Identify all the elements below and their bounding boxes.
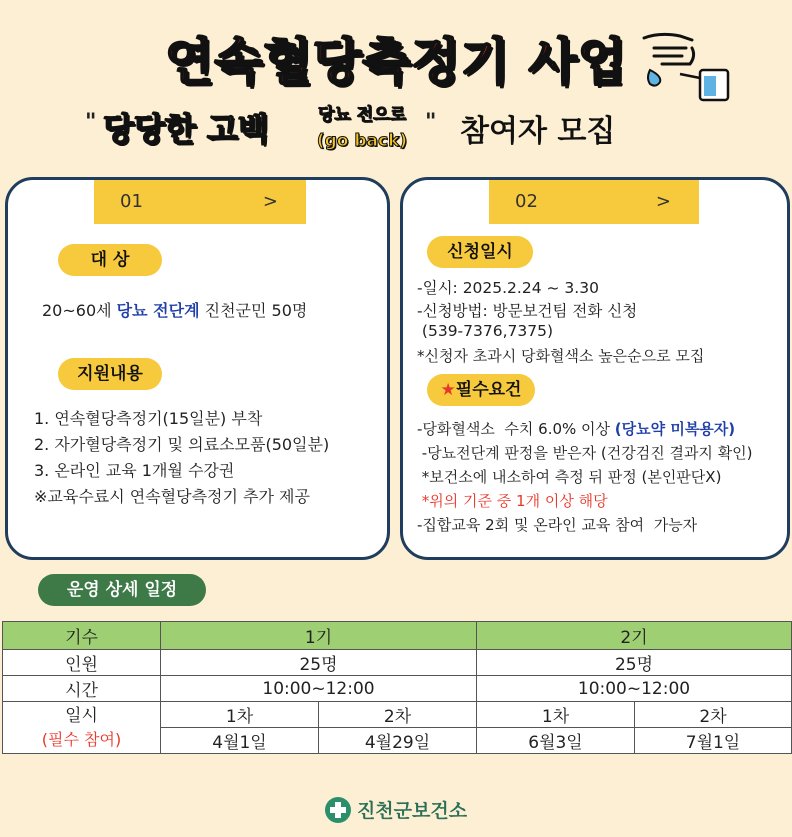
slogan-note-line2: (go back)	[316, 131, 408, 151]
page-title: 연속혈당측정기 사업	[164, 33, 628, 91]
date-1: 4월1일	[161, 728, 319, 754]
recruit-title: 참여자 모집	[460, 114, 616, 149]
time-cohort-1: 10:00~12:00	[161, 676, 477, 702]
support-item-3: 3. 온라인 교육 1개월 수강권	[34, 461, 235, 480]
slogan-row	[85, 104, 705, 164]
req-line-2: -당뇨전단계 판정을 받은자 (건강검진 결과지 확인)	[417, 444, 753, 462]
requirements-label	[427, 374, 535, 406]
people-cohort-1: 25명	[161, 650, 477, 676]
step-arrow: >	[655, 191, 671, 212]
schedule-label: 운영 상세 일정	[38, 574, 206, 606]
glucose-meter-hand-icon	[640, 26, 732, 106]
date-label: 일시	[65, 705, 98, 726]
date-3: 6월3일	[477, 728, 635, 754]
footer	[0, 796, 792, 823]
table-row	[3, 676, 792, 702]
req-line-4: *위의 기준 중 1개 이상 해당	[417, 492, 608, 510]
quote-close: "	[425, 110, 437, 135]
step-number: 01	[120, 191, 143, 212]
session-2: 2차	[319, 702, 477, 728]
step-bar-01	[94, 180, 306, 224]
apply-label: 신청일시	[427, 236, 533, 268]
session-4: 2차	[635, 702, 792, 728]
step-number: 02	[515, 191, 538, 212]
support-note: ※교육수료시 연속혈당측정기 추가 제공	[34, 487, 310, 506]
header-cohort-2: 2기	[477, 622, 792, 650]
time-cohort-2: 10:00~12:00	[477, 676, 792, 702]
req-no-medication: (당뇨약 미복용자)	[614, 420, 736, 438]
req-line-5: -집합교육 2회 및 온라인 교육 참여 가능자	[417, 516, 698, 534]
row-label-date	[3, 702, 161, 754]
slogan-title: 당당한 고백	[103, 110, 269, 148]
session-3: 1차	[477, 702, 635, 728]
apply-note: *신청자 초과시 당화혈색소 높은순으로 모집	[417, 347, 705, 365]
step-arrow: >	[262, 191, 278, 212]
row-label-people: 인원	[3, 650, 161, 676]
people-cohort-2: 25명	[477, 650, 792, 676]
header-cohort-1: 1기	[161, 622, 477, 650]
target-highlight: 당뇨 전단계	[116, 301, 200, 320]
table-row	[3, 650, 792, 676]
step-bar-02	[489, 180, 699, 224]
date-2: 4월29일	[319, 728, 477, 754]
footer-org: 진천군보건소	[356, 800, 468, 822]
req-line-3: *보건소에 내소하여 측정 뒤 판정 (본인판단X)	[417, 468, 722, 486]
target-text	[42, 298, 307, 321]
target-count: 진천군민 50명	[199, 301, 308, 320]
table-row	[3, 702, 792, 728]
star-icon: ★	[440, 380, 456, 400]
support-item-2: 2. 자가혈당측정기 및 의료소모품(50일분)	[34, 435, 330, 454]
requirements-label-text: 필수요건	[455, 380, 522, 400]
req-line-1	[417, 418, 735, 439]
slogan-note	[307, 102, 417, 154]
support-item-1: 1. 연속혈당측정기(15일분) 부착	[34, 409, 263, 428]
date-required: (필수 참여)	[41, 729, 122, 749]
slogan-note-line1: 당뇨 전으로	[317, 105, 407, 125]
target-age: 20~60세	[42, 301, 117, 320]
session-1: 1차	[161, 702, 319, 728]
apply-phone: (539-7376,7375)	[417, 322, 554, 340]
apply-requirements-card	[400, 177, 790, 560]
quote-open: "	[85, 110, 97, 135]
health-center-logo-icon	[325, 797, 351, 823]
apply-method: -신청방법: 방문보건팀 전화 신청	[417, 302, 638, 320]
apply-date: -일시: 2025.2.24 ~ 3.30	[417, 279, 599, 297]
date-4: 7월1일	[635, 728, 792, 754]
req-hba1c: -당화혈색소 수치 6.0% 이상	[417, 420, 615, 438]
target-label: 대 상	[58, 244, 162, 276]
target-support-card	[5, 177, 390, 560]
support-label: 지원내용	[58, 358, 162, 390]
table-row	[3, 622, 792, 650]
schedule-table	[2, 621, 792, 754]
row-label-time: 시간	[3, 676, 161, 702]
header-cohort: 기수	[3, 622, 161, 650]
